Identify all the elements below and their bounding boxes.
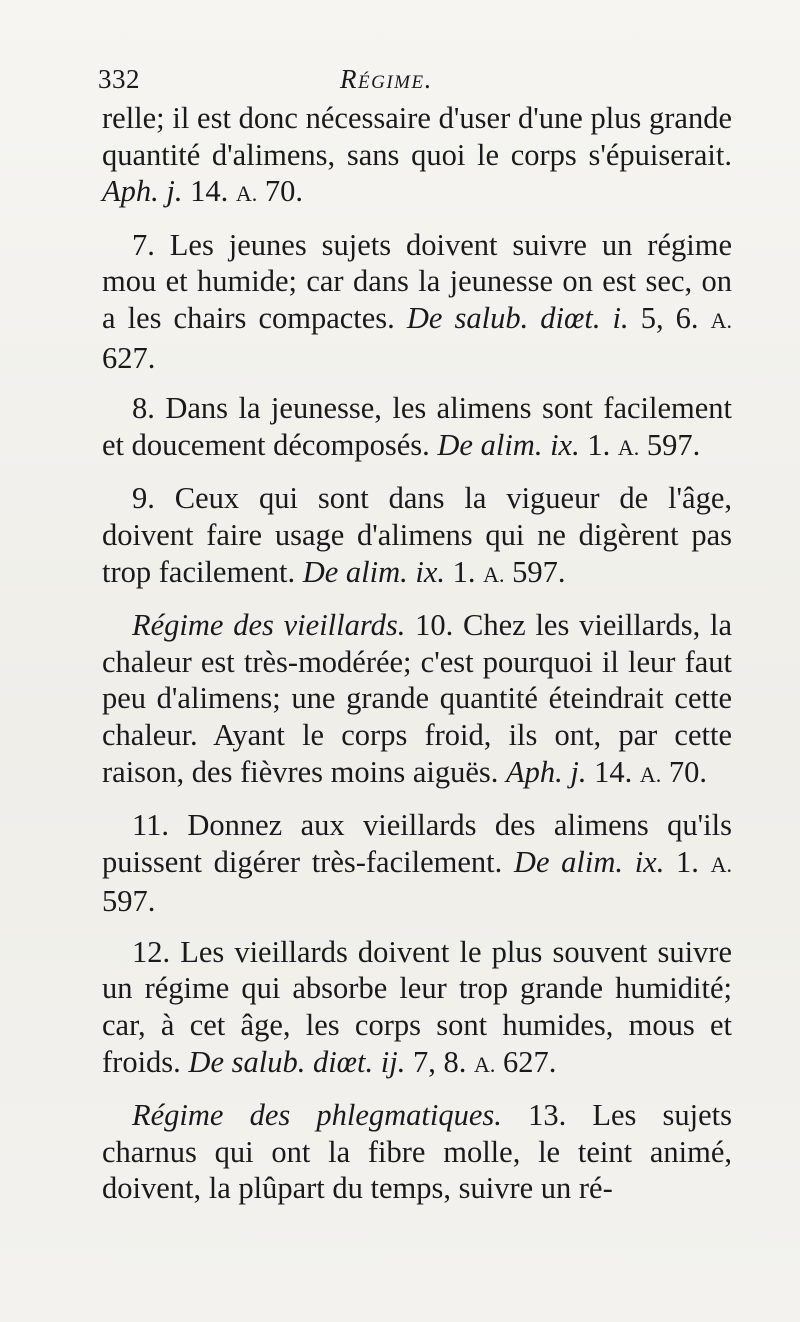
page-header bbox=[98, 58, 733, 102]
paragraph bbox=[102, 100, 732, 213]
paragraph-text: 12. Les vieillards doivent le plus souvent suivre un régime qui absorbe leur trop grande humidité; car, à cet âge, les corps sont humides, mous et froids. bbox=[102, 934, 732, 1079]
paragraph bbox=[102, 607, 732, 793]
paragraph bbox=[102, 807, 732, 920]
paragraph-text: 9. Ceux qui sont dans la vigueur de l'âge, doivent faire usage d'alimens qui ne digèrent pas trop facilement. bbox=[102, 481, 732, 589]
paragraph bbox=[102, 227, 732, 376]
citation-text: Régime des vieillards. bbox=[132, 608, 406, 643]
citation-text: De salub. diœt. ij. bbox=[188, 1044, 406, 1079]
paragraph-text: 70. bbox=[661, 754, 708, 789]
paragraph-text: 597. bbox=[102, 884, 156, 919]
paragraph bbox=[102, 480, 732, 593]
small-caps-abbrev: A. bbox=[617, 434, 640, 460]
paragraph bbox=[102, 390, 732, 466]
small-caps-abbrev: A. bbox=[483, 561, 505, 587]
paragraph-text: relle; il est donc nécessaire d'user d'une plus grande quantité d'alimens, sans quoi le corps s'épuiserait. bbox=[102, 101, 732, 172]
citation-text: Aph. j. bbox=[506, 754, 587, 789]
citation-text: Aph. j. bbox=[102, 174, 183, 209]
paragraph-text: 70. bbox=[257, 174, 303, 209]
paragraph-text: 7. Les jeunes sujets doivent suivre un régime mou et humide; car dans la jeunesse on est sec, on a les chairs compactes. bbox=[102, 227, 732, 335]
paragraph-text: 1. bbox=[664, 844, 711, 879]
paragraph-text: 597. bbox=[639, 427, 701, 462]
paragraph-text: 1. bbox=[445, 554, 484, 589]
running-head: Régime. bbox=[340, 64, 433, 94]
small-caps-abbrev: A. bbox=[639, 761, 662, 787]
paragraph-text: 10. Chez les vieillards, la chaleur est très-modérée; c'est pourquoi il leur faut peu d'alimens; une grande quantité éteindrait cette chaleur. Ayant le corps froid, ils ont, par cette raison, des fièvres moins aiguës. bbox=[102, 608, 732, 789]
small-caps-abbrev: A. bbox=[710, 307, 732, 333]
paragraph-text: 14. bbox=[586, 754, 640, 789]
body-text bbox=[102, 100, 732, 1221]
citation-text: De alim. ix. bbox=[513, 844, 665, 879]
paragraph-text: 8. Dans la jeunesse, les alimens sont facilement et doucement décomposés. bbox=[102, 391, 732, 462]
paragraph-text: 7, 8. bbox=[405, 1044, 474, 1079]
paragraph-text: 13. Les sujets charnus qui ont la fibre molle, le teint animé, doivent, la plûpart du temps, suivre un ré- bbox=[102, 1098, 732, 1206]
paragraph-text: 1. bbox=[579, 427, 618, 462]
paragraph-text: 627. bbox=[495, 1044, 557, 1079]
paragraph-text: 14. bbox=[182, 174, 236, 209]
citation-text: De alim. ix. bbox=[437, 427, 580, 462]
small-caps-abbrev: A. bbox=[710, 851, 732, 877]
small-caps-abbrev: A. bbox=[235, 181, 258, 207]
paragraph bbox=[102, 1097, 732, 1207]
paragraph-text: 5, 6. bbox=[628, 300, 711, 335]
paragraph bbox=[102, 934, 732, 1083]
page-number: 332 bbox=[98, 64, 140, 94]
paragraph-text: 597. bbox=[504, 554, 566, 589]
citation-text: De alim. ix. bbox=[302, 554, 446, 589]
citation-text: De salub. diœt. i. bbox=[406, 300, 629, 335]
citation-text: Régime des phlegmatiques. bbox=[132, 1098, 502, 1133]
paragraph-text: 627. bbox=[102, 340, 156, 375]
paragraph-text: 11. Donnez aux vieillards des alimens qu'ils puissent digérer très-facilement. bbox=[102, 808, 732, 879]
small-caps-abbrev: A. bbox=[473, 1051, 496, 1077]
